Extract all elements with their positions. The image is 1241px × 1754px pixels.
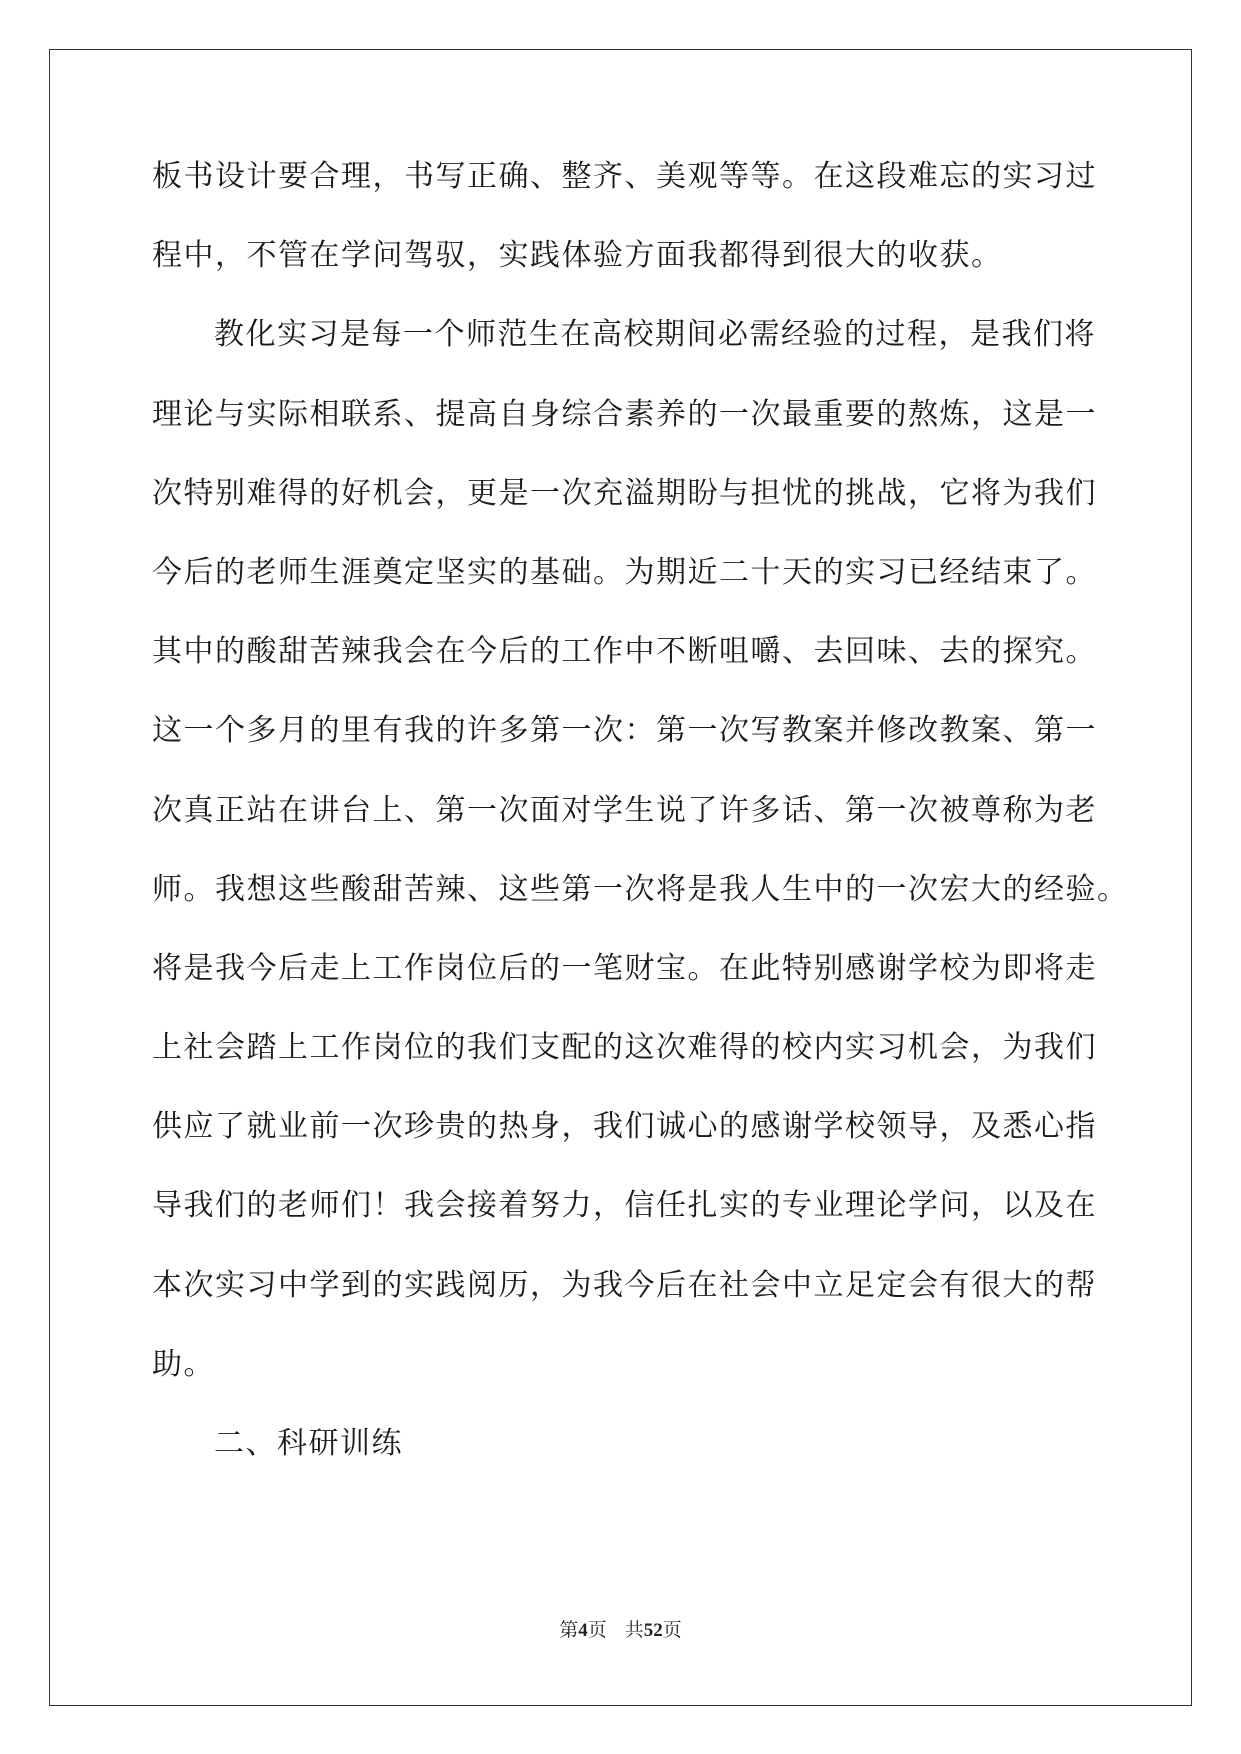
text-line: 这一个多月的里有我的许多第一次：第一次写教案并修改教案、第一 xyxy=(152,713,1097,749)
text-line: 上社会踏上工作岗位的我们支配的这次难得的校内实习机会，为我们 xyxy=(152,1030,1097,1066)
text-line: 次真正站在讲台上、第一次面对学生说了许多话、第一次被尊称为老 xyxy=(152,792,1097,828)
text-line: 次特别难得的好机会，更是一次充溢期盼与担忧的挑战，它将为我们 xyxy=(152,475,1097,511)
text-line: 导我们的老师们！我会接着努力，信任扎实的专业理论学问，以及在 xyxy=(152,1188,1097,1224)
footer-page-suffix: 页 xyxy=(587,1619,607,1641)
text-line: 理论与实际相联系、提高自身综合素养的一次最重要的熬炼，这是一 xyxy=(152,396,1097,432)
text-line: 二、科研训练 xyxy=(214,1426,403,1461)
text-line: 其中的酸甜苦辣我会在今后的工作中不断咀嚼、去回味、去的探究。 xyxy=(152,634,1097,670)
document-body xyxy=(152,159,1129,1508)
text-line: 供应了就业前一次珍贵的热身，我们诚心的感谢学校领导，及悉心指 xyxy=(152,1109,1097,1145)
text-line: 本次实习中学到的实践阅历，为我今后在社会中立足定会有很大的帮 xyxy=(152,1267,1097,1303)
footer-total-suffix: 页 xyxy=(662,1619,682,1641)
text-line: 助。 xyxy=(152,1346,215,1382)
footer-total-prefix: 共 xyxy=(624,1619,644,1641)
text-line: 教化实习是每一个师范生在高校期间必需经验的过程，是我们将 xyxy=(214,317,1096,353)
footer-page-prefix: 第 xyxy=(559,1619,579,1641)
footer-page-number: 4 xyxy=(578,1620,588,1641)
text-line: 程中，不管在学问驾驭，实践体验方面我都得到很大的收获。 xyxy=(152,238,1003,274)
text-line: 今后的老师生涯奠定坚实的基础。为期近二十天的实习已经结束了。 xyxy=(152,554,1097,590)
text-line: 板书设计要合理，书写正确、整齐、美观等等。在这段难忘的实习过 xyxy=(152,159,1097,194)
text-line: 师。我想这些酸甜苦辣、这些第一次将是我人生中的一次宏大的经验。 xyxy=(152,871,1129,907)
page-footer xyxy=(0,1619,1241,1642)
footer-total-pages: 52 xyxy=(643,1620,663,1641)
text-line: 将是我今后走上工作岗位后的一笔财宝。在此特别感谢学校为即将走 xyxy=(152,950,1097,986)
